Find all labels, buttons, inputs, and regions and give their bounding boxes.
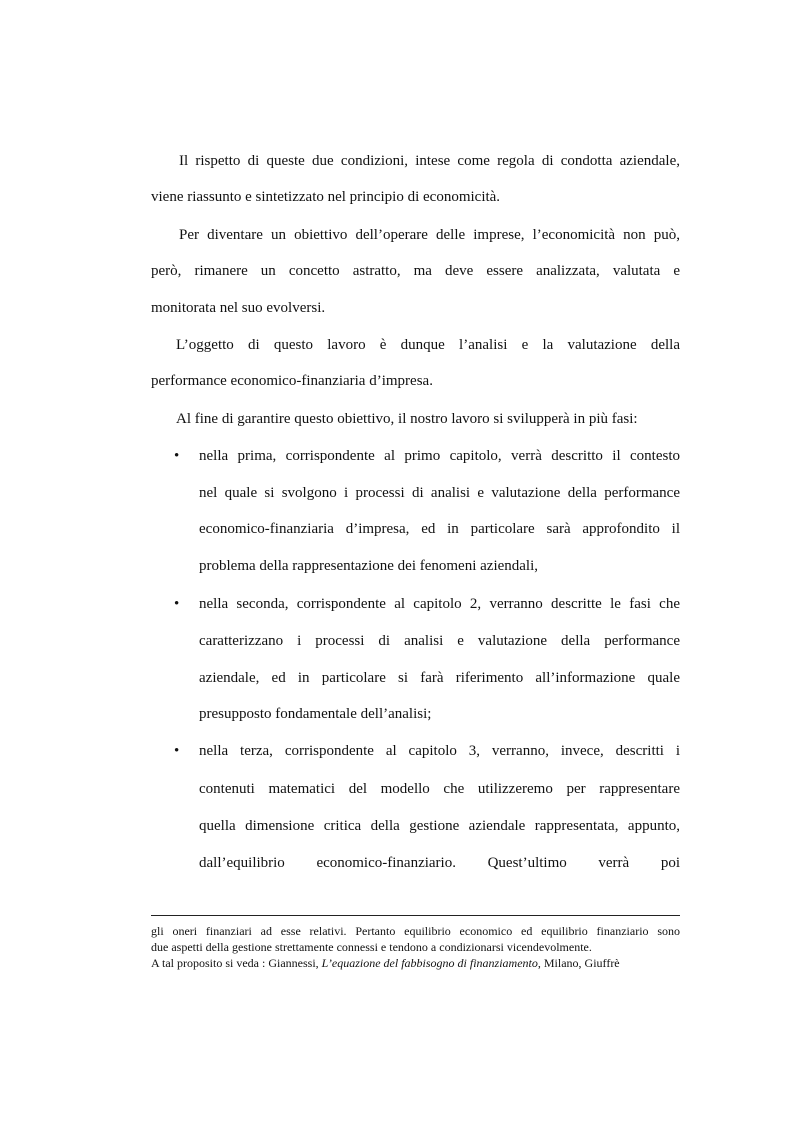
footnote-line-3 (151, 956, 680, 970)
paragraph-2-line-1: Per diventare un obiettivo dell’operare delle imprese, l’economicità non può, (179, 227, 680, 243)
footnote-line-2: due aspetti della gestione strettamente connessi e tendono a condizionarsi vicendevolmente. (151, 940, 592, 954)
footnote-citation-suffix: , Milano, Giuffrè (537, 956, 620, 970)
list-item-3-line-3: quella dimensione critica della gestione aziendale rappresentata, appunto, (199, 818, 680, 834)
footnote-book-title: L’equazione del fabbisogno di finanziamento (321, 956, 538, 970)
list-item-3-line-1: nella terza, corrispondente al capitolo 3, verranno, invece, descritti i (199, 743, 680, 759)
paragraph-3-line-1: L’oggetto di questo lavoro è dunque l’analisi e la valutazione della (176, 337, 680, 353)
paragraph-2-line-3: monitorata nel suo evolversi. (151, 300, 326, 316)
bullet-1: • (174, 448, 180, 464)
list-item-1-line-3: economico-finanziaria d’impresa, ed in particolare sarà approfondito il (199, 521, 680, 537)
bullet-2: • (174, 596, 180, 612)
list-item-3-line-4: dall’equilibrio economico-finanziario. Quest’ultimo verrà poi (199, 855, 680, 871)
footnote-separator (151, 915, 680, 916)
list-item-1-line-4: problema della rappresentazione dei fenomeni aziendali, (199, 558, 539, 574)
list-item-1-line-1: nella prima, corrispondente al primo capitolo, verrà descritto il contesto (199, 448, 680, 464)
paragraph-1-line-1: Il rispetto di queste due condizioni, intese come regola di condotta aziendale, (179, 153, 680, 169)
list-item-2-line-4: presupposto fondamentale dell’analisi; (199, 706, 432, 722)
paragraph-1-line-2: viene riassunto e sintetizzato nel principio di economicità. (151, 189, 501, 205)
paragraph-4-line-1: Al fine di garantire questo obiettivo, il nostro lavoro si svilupperà in più fasi: (176, 411, 638, 427)
list-item-2-line-2: caratterizzano i processi di analisi e valutazione della performance (199, 633, 680, 649)
bullet-3: • (174, 743, 180, 759)
footnote-citation-prefix: A tal proposito si veda : Giannessi, (151, 956, 322, 970)
footnote-line-1: gli oneri finanziari ad esse relativi. Pertanto equilibrio economico ed equilibrio finanziario sono (151, 924, 680, 938)
list-item-2-line-3: aziendale, ed in particolare si farà riferimento all’informazione quale (199, 670, 680, 686)
paragraph-2-line-2: però, rimanere un concetto astratto, ma deve essere analizzata, valutata e (151, 263, 680, 279)
list-item-1-line-2: nel quale si svolgono i processi di analisi e valutazione della performance (199, 485, 680, 501)
list-item-2-line-1: nella seconda, corrispondente al capitolo 2, verranno descritte le fasi che (199, 596, 680, 612)
list-item-3-line-2: contenuti matematici del modello che utilizzeremo per rappresentare (199, 781, 680, 797)
paragraph-3-line-2: performance economico-finanziaria d’impresa. (151, 373, 433, 389)
